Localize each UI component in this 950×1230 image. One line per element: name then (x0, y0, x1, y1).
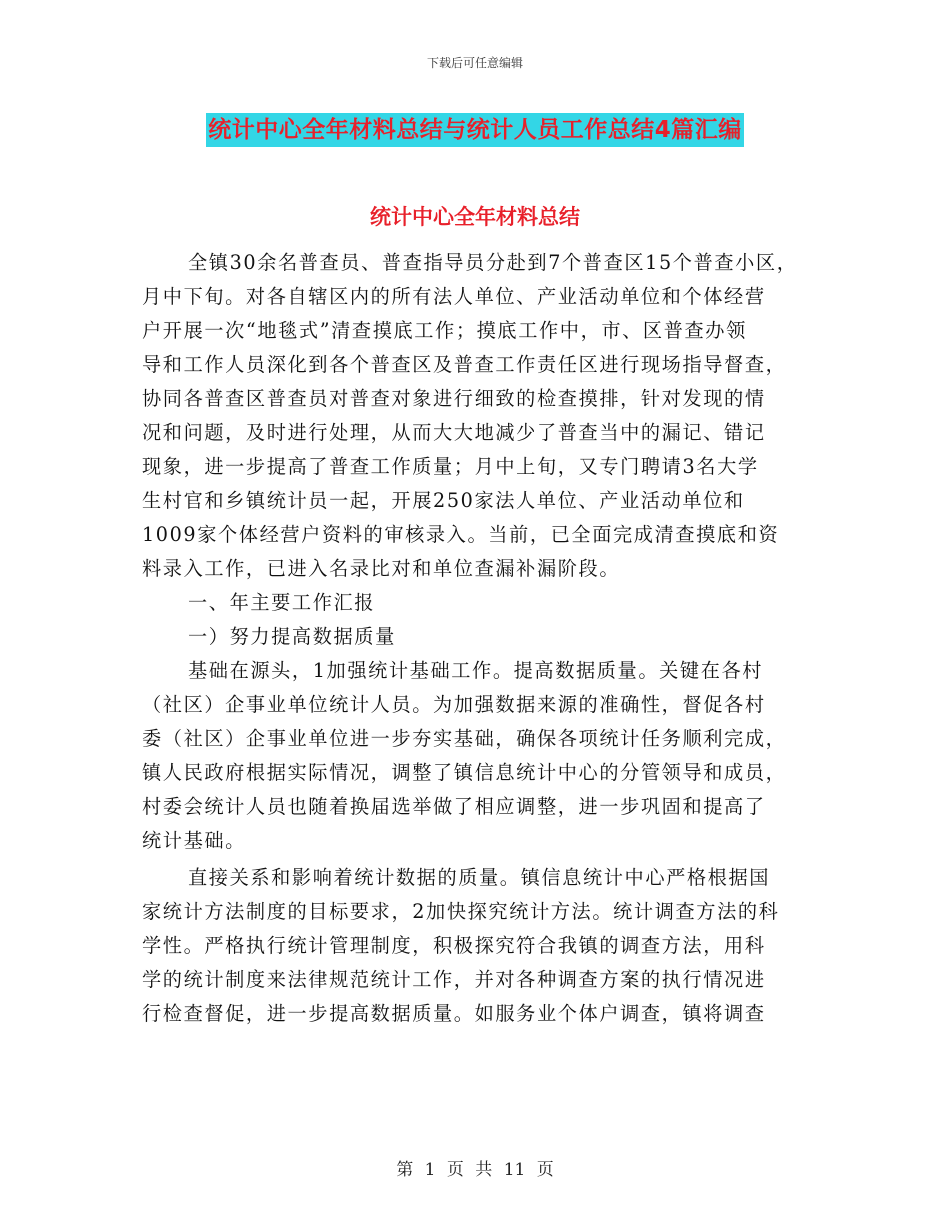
paragraph-line: 料录入工作，已进入名录比对和单位查漏补漏阶段。 (142, 557, 621, 580)
main-title-container (0, 113, 950, 147)
subsection-heading: 一）努力提高数据质量 (188, 625, 396, 648)
main-title: 统计中心全年材料总结与统计人员工作总结4篇汇编 (206, 113, 744, 147)
paragraph-line: 村委会统计人员也随着换届选举做了相应调整，进一步巩固和提高了 (142, 795, 766, 818)
paragraph-line: 协同各普查区普查员对普查对象进行细致的检查摸排，针对发现的情 (142, 387, 766, 410)
paragraph-line: （社区）企事业单位统计人员。为加强数据来源的准确性，督促各村 (142, 693, 766, 716)
paragraph-line: 户开展一次“地毯式”清查摸底工作；摸底工作中，市、区普查办领 (142, 319, 747, 342)
paragraph-line: 1009家个体经营户资料的审核录入。当前，已全面完成清查摸底和资 (142, 523, 780, 546)
section-heading: 一、年主要工作汇报 (188, 591, 376, 614)
paragraph-line: 行检查督促，进一步提高数据质量。如服务业个体户调查，镇将调查 (142, 1002, 766, 1025)
paragraph-line: 况和问题，及时进行处理，从而大大地减少了普查当中的漏记、错记 (142, 421, 766, 444)
paragraph-line: 现象，进一步提高了普查工作质量；月中上旬，又专门聘请3名大学 (142, 455, 759, 478)
paragraph-line: 学性。严格执行统计管理制度，积极探究符合我镇的调查方法，用科 (142, 934, 766, 957)
paragraph-line: 导和工作人员深化到各个普查区及普查工作责任区进行现场指导督查， (142, 353, 787, 376)
paragraph-line: 月中下旬。对各自辖区内的所有法人单位、产业活动单位和个体经营 (142, 285, 766, 308)
paragraph-line: 全镇30余名普查员、普查指导员分赴到7个普查区15个普查小区， (188, 251, 798, 274)
paragraph-line: 学的统计制度来法律规范统计工作，并对各种调查方案的执行情况进 (142, 968, 766, 991)
header-note: 下载后可任意编辑 (426, 56, 523, 70)
paragraph-line: 基础在源头，1加强统计基础工作。提高数据质量。关键在各村 (188, 659, 764, 682)
paragraph-line: 镇人民政府根据实际情况，调整了镇信息统计中心的分管领导和成员， (142, 761, 787, 784)
section-title: 统计中心全年材料总结 (370, 205, 580, 229)
paragraph-line: 直接关系和影响着统计数据的质量。镇信息统计中心严格根据国 (188, 866, 771, 889)
paragraph-line: 家统计方法制度的目标要求，2加快探究统计方法。统计调查方法的科 (142, 900, 780, 923)
body-text (142, 246, 812, 1031)
paragraph-line: 生村官和乡镇统计员一起，开展250家法人单位、产业活动单位和 (142, 489, 745, 512)
page-footer: 第 1 页 共 11 页 (396, 1160, 554, 1180)
paragraph-line: 委（社区）企事业单位进一步夯实基础，确保各项统计任务顺利完成， (142, 727, 787, 750)
paragraph-line: 统计基础。 (142, 829, 246, 852)
